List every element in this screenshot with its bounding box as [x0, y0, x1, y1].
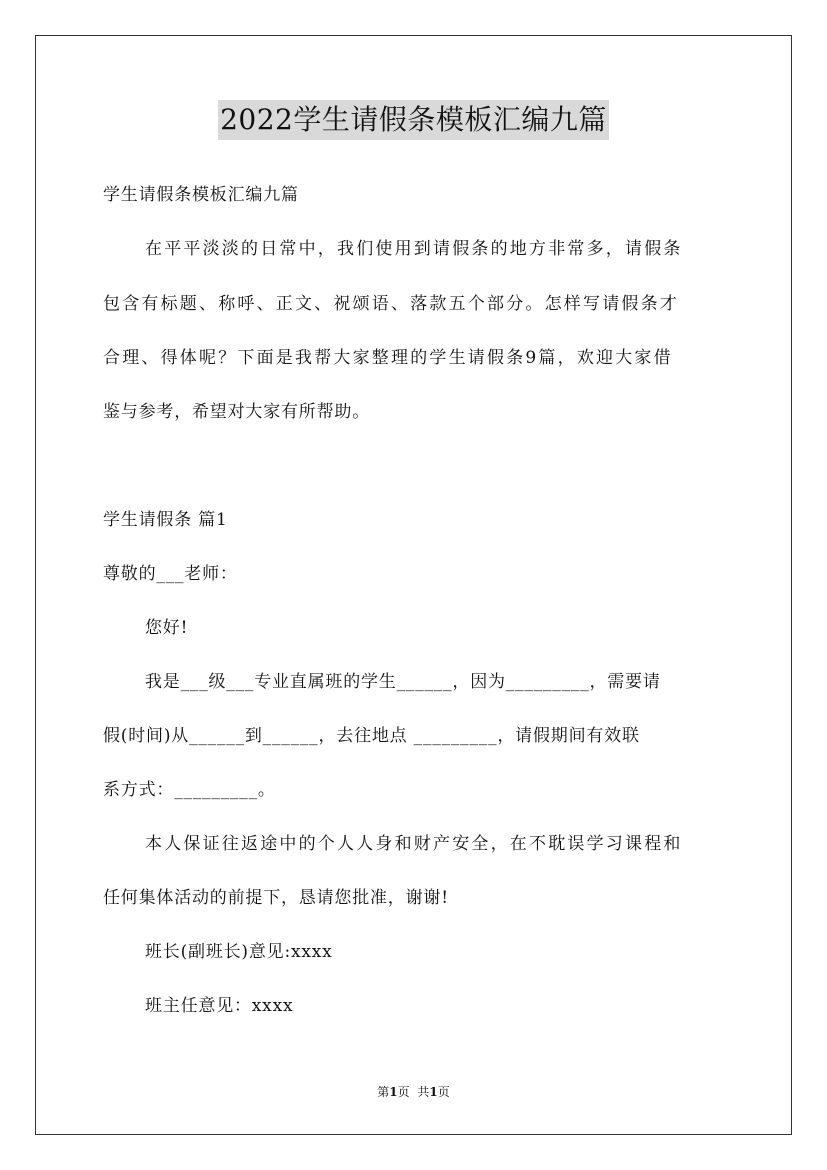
title-container [0, 100, 827, 140]
footer-total-prefix: 共 [417, 1085, 430, 1099]
greeting: 您好! [145, 618, 189, 638]
body-p1-line-1: 我是___级___专业直属班的学生______，因为_________，需要请 [145, 672, 661, 692]
intro-line-2: 包含有标题、称呼、正文、祝颂语、落款五个部分。怎样写请假条才 [103, 294, 679, 314]
section-heading: 学生请假条 篇1 [103, 510, 228, 530]
footer-page-total: 1 [429, 1085, 438, 1099]
intro-line-4: 鉴与参考，希望对大家有所帮助。 [103, 402, 370, 422]
salutation: 尊敬的___老师： [103, 564, 238, 584]
document-title: 2022学生请假条模板汇编九篇 [218, 100, 609, 140]
footer-total-suffix: 页 [437, 1085, 450, 1099]
body-p2-line-2: 任何集体活动的前提下，恳请您批准，谢谢! [103, 888, 449, 908]
teacher-opinion: 班主任意见：xxxx [145, 996, 294, 1016]
footer-page-suffix: 页 [397, 1085, 410, 1099]
body-p2-line-1: 本人保证往返途中的个人人身和财产安全，在不耽误学习课程和 [145, 834, 683, 854]
page-footer [0, 1084, 827, 1100]
body-p1-line-3: 系方式：_________。 [103, 780, 276, 800]
monitor-opinion: 班长(副班长)意见:xxxx [145, 942, 333, 962]
intro-line-3: 合理、得体呢？下面是我帮大家整理的学生请假条9篇，欢迎大家借 [103, 348, 673, 368]
document-subtitle: 学生请假条模板汇编九篇 [103, 185, 299, 205]
footer-page-prefix: 第 [377, 1085, 390, 1099]
body-p1-line-2: 假(时间)从______到______，去往地点 _________，请假期间有效联 [103, 726, 640, 746]
intro-line-1: 在平平淡淡的日常中，我们使用到请假条的地方非常多，请假条 [145, 239, 683, 259]
footer-page-current: 1 [389, 1085, 398, 1099]
